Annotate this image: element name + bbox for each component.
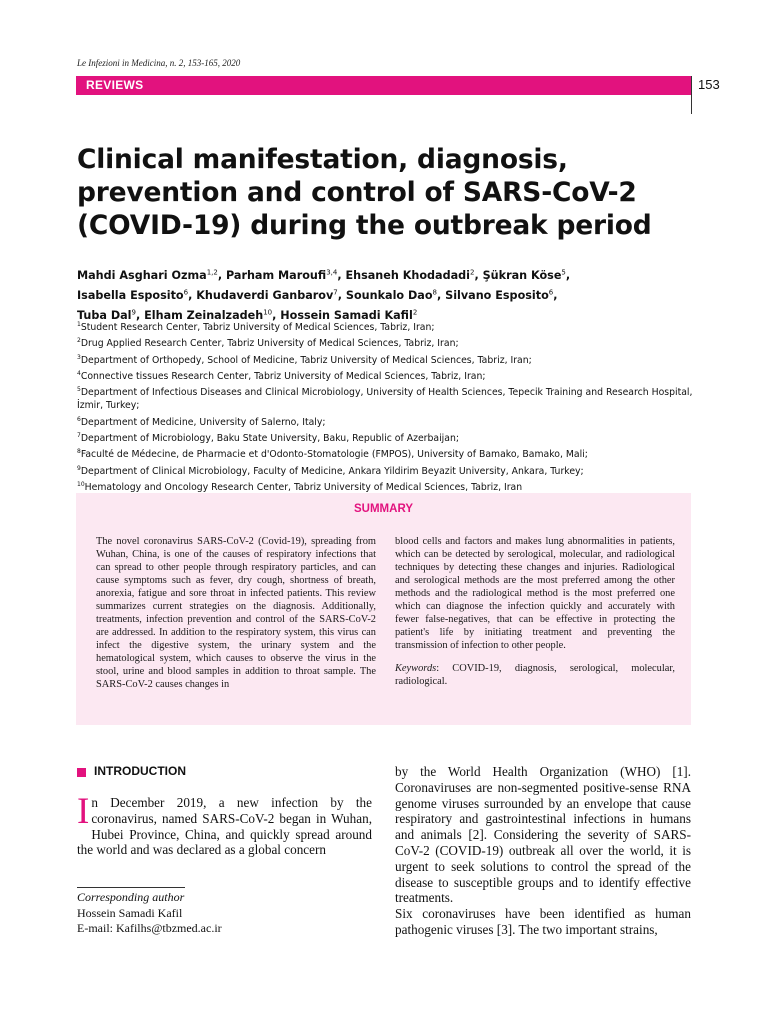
section-bullet-icon	[77, 768, 86, 777]
affiliation: $^1$Student Research Center, Tabriz University of Medical Sciences, Tabriz, Iran;	[77, 321, 435, 334]
introduction-heading: INTRODUCTION	[94, 764, 186, 778]
author-list	[77, 264, 697, 325]
corresponding-name: Hossein Samadi Kafil	[77, 905, 183, 920]
introduction-paragraph: n December 2019, a new infection by the coronavirus, named SARS-CoV-2 began in Wuhan, Hubei Province, China, and quickly spread around the world and was declared as a global concern	[77, 795, 372, 858]
summary-text-right	[395, 535, 675, 688]
keywords-list: : COVID-19, diagnosis, serological, molecular, radiological.	[395, 663, 675, 687]
affiliation: $^{10}$Hematology and Oncology Research Center, Tabriz University of Medical Sciences, Tabriz, Iran	[77, 480, 523, 493]
affiliation: $^9$Department of Clinical Microbiology, Faculty of Medicine, Ankara Yildirim Beyazit University, Ankara, Turkey;	[77, 464, 584, 477]
introduction-text-right	[395, 764, 691, 938]
drop-cap: I	[77, 791, 90, 832]
paragraph: Six coronaviruses have been identified as human pathogenic viruses [3]. The two important strains,	[395, 906, 691, 937]
author: Isabella Esposito$^6$,	[77, 288, 197, 302]
affiliation-list	[77, 318, 707, 494]
affiliation: $^4$Connective tissues Research Center, Tabriz University of Medical Sciences, Tabriz, Iran;	[77, 369, 486, 382]
author: Tuba Dal$^9$,	[77, 308, 145, 323]
summary-text-left: The novel coronavirus SARS-CoV-2 (Covid-19), spreading from Wuhan, China, is one of the causes of respiratory infections that can spread to other people through respiratory particles, and can cause symptoms such as fever, dry cough, shortness of breath, anorexia, fatigue and sore throat in infected patients. This review summarizes current strategies on the diagnosis. Additionally, treatments, infection prevention and control of the SARS-CoV-2 are addressed. In addition to the respiratory system, this virus can infect the digestive system, the urinary system and the hematological system, which causes to observe the virus in the stool, urine and blood samples in addition to throat sample. The SARS-CoV-2 causes changes in	[96, 536, 376, 690]
affiliation: $^5$Department of Infectious Diseases and Clinical Microbiology, University of Health Sciences, Tepecik Training and Research Hospital, İzmir, Turkey;	[77, 386, 693, 412]
author: Silvano Esposito$^6$,	[445, 288, 558, 302]
keywords	[395, 662, 675, 688]
introduction-text-left	[77, 791, 372, 858]
author: Parham Maroufi$^{3,4}$,	[226, 268, 346, 282]
section-label: REVIEWS	[86, 78, 144, 92]
keywords-label: Keywords	[395, 663, 437, 674]
author: Mahdi Asghari Ozma$^{1,2}$,	[77, 268, 226, 282]
author: Elham Zeinalzadeh$^{10}$,	[144, 308, 281, 323]
author: Hossein Samadi Kafil$^2$	[280, 308, 418, 323]
affiliation: $^8$Faculté de Médecine, de Pharmacie et d'Odonto-Stomatologie (FMPOS), University of Bamako, Bamako, Mali;	[77, 448, 588, 461]
author: Sounkalo Dao$^8$,	[345, 288, 446, 302]
section-band	[76, 76, 692, 95]
summary-heading: SUMMARY	[354, 503, 413, 515]
affiliation: $^2$Drug Applied Research Center, Tabriz University of Medical Sciences, Tabriz, Iran;	[77, 337, 459, 350]
page-divider	[691, 76, 692, 114]
author: Ehsaneh Khodadadi$^2$,	[345, 268, 483, 282]
page-number: 153	[698, 77, 720, 92]
journal-citation: Le Infezioni in Medicina, n. 2, 153-165, 2020	[77, 58, 241, 68]
corresponding-author	[77, 890, 222, 937]
affiliation: $^7$Department of Microbiology, Baku State University, Baku, Republic of Azerbaijan;	[77, 431, 459, 445]
footnote-rule	[77, 887, 185, 888]
author: Şükran Köse$^5$,	[482, 268, 571, 282]
summary-text-continued: blood cells and factors and makes lung abnormalities in patients, which can be detected by serological, molecular, and radiological techniques by detecting these changes and injuries. Radiological and serological methods are the most preferred among the other methods and the radiological method is the most preferred one which can diagnose the infection quickly and accurately with fewer false-negatives, that can be effective in protecting the patient's life by initiating treatment and preventing the transmission of infection to other people.	[395, 536, 675, 651]
affiliation: $^3$Department of Orthopedy, School of Medicine, Tabriz University of Medical Sciences, Tabriz, Iran;	[77, 353, 532, 366]
author: Khudaverdi Ganbarov$^7$,	[196, 288, 346, 302]
corresponding-email: E-mail: Kafilhs@tbzmed.ac.ir	[77, 921, 222, 935]
affiliation: $^6$Department of Medicine, University of Salerno, Italy;	[77, 415, 326, 428]
article-title: Clinical manifestation, diagnosis, prevention and control of SARS-CoV-2 (COVID-19) during the outbreak period	[77, 144, 652, 241]
paragraph: by the World Health Organization (WHO) [1]. Coronaviruses are non-segmented positive-sense RNA genome viruses surrounded by an envelope that cause respiratory and gastrointestinal infections in humans and animals [2]. Considering the severity of SARS-CoV-2 (COVID-19) outbreak all over the world, it is urgent to seek solutions to control the spread of the disease to susceptible groups and to identify effective treatments.	[395, 764, 691, 906]
corresponding-label: Corresponding author	[77, 890, 185, 904]
